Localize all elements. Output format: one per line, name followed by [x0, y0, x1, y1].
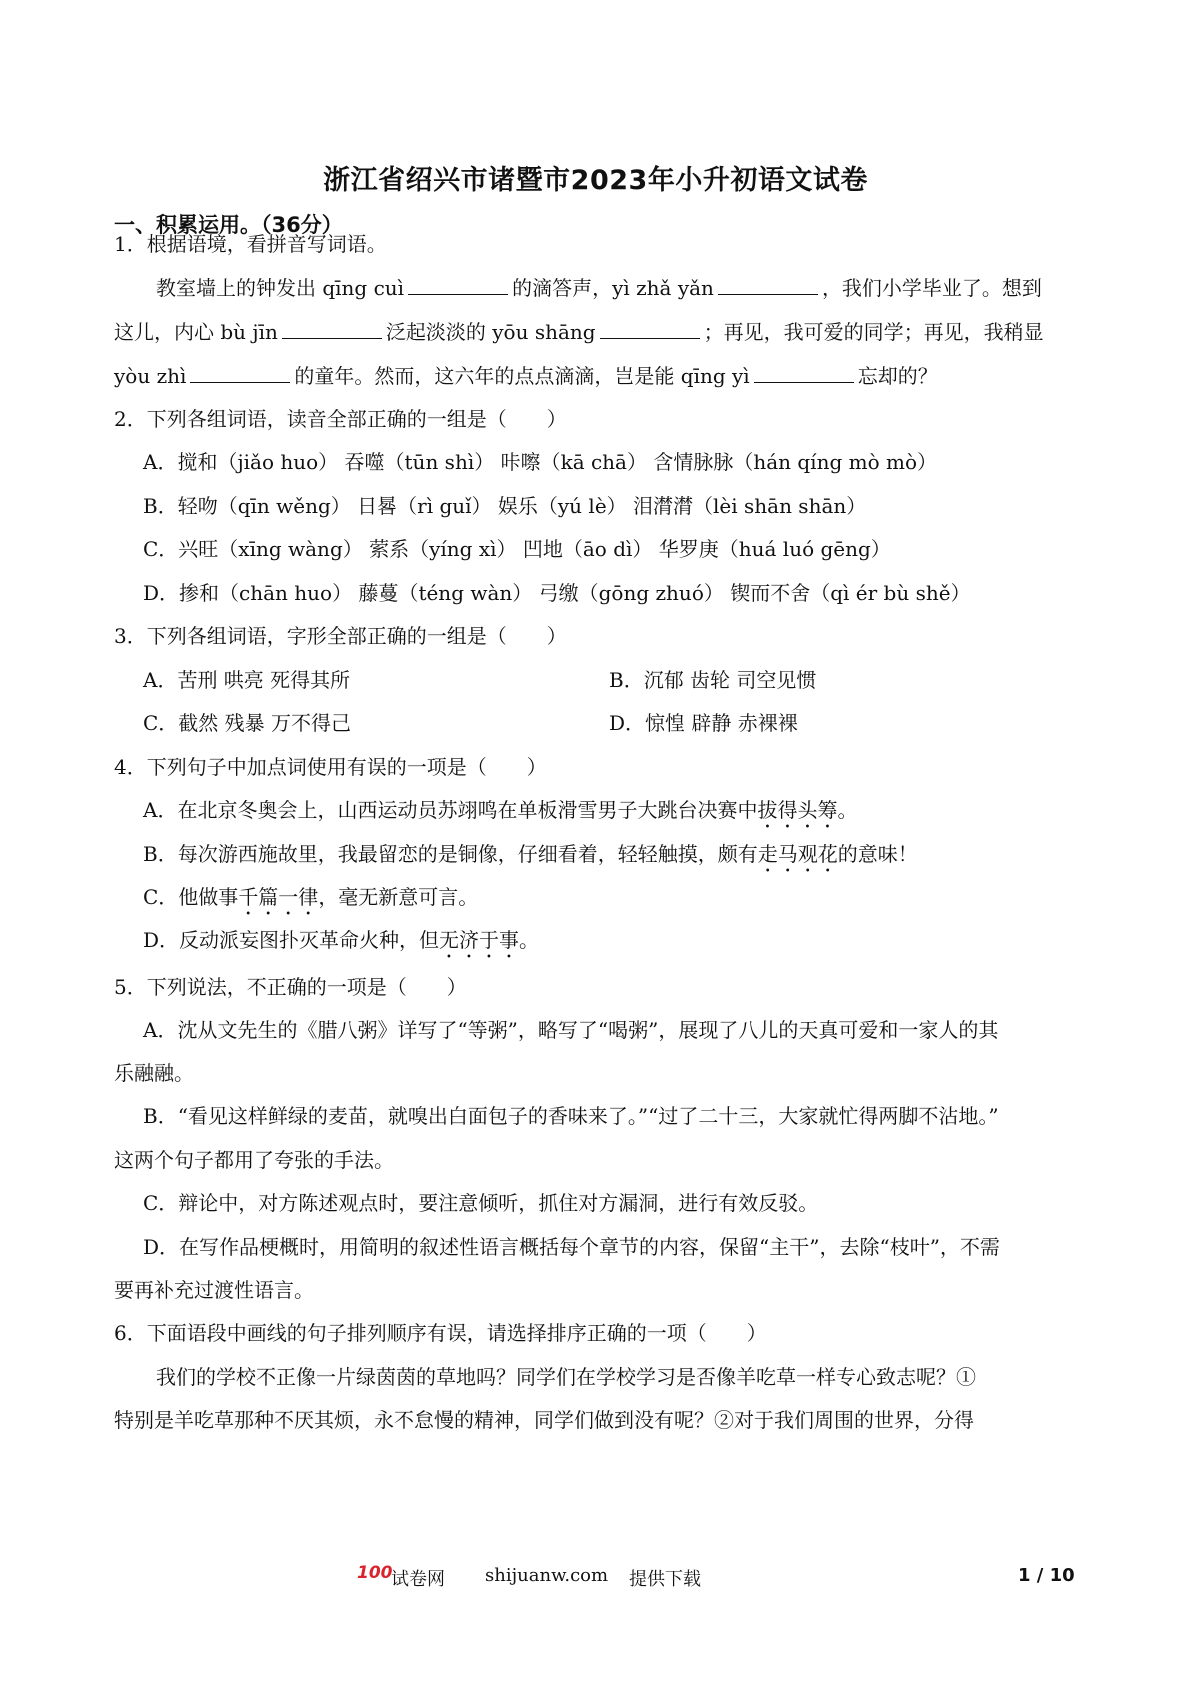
- question-5-option-b[interactable]: B．“看见这样鲜绿的麦苗，就嗅出白面包子的香味来了。”“过了二十三，大家就忙得两脚不沾地。”: [143, 1104, 999, 1128]
- answer-blank[interactable]: [600, 320, 700, 339]
- option-text: D．反动派妄图扑灭革命火种，但: [143, 928, 440, 952]
- question-1-stem: 1．根据语境，看拼音写词语。: [114, 232, 387, 256]
- q1-text: 这儿，内心 bù jīn: [114, 320, 278, 344]
- option-text: B．每次游西施故里，我最留恋的是铜像，仔细看着，轻轻触摸，颇有: [143, 842, 758, 866]
- question-4-option-a[interactable]: [143, 795, 857, 833]
- question-2-option-b[interactable]: B．轻吻（qīn wěng） 日晷（rì guǐ） 娱乐（yú lè） 泪潸潸（lèi shān shān）: [143, 494, 867, 518]
- answer-blank[interactable]: [408, 276, 508, 295]
- question-1-line-3: [114, 361, 938, 391]
- question-5-stem: 5．下列说法，不正确的一项是（ ）: [114, 975, 467, 999]
- option-text: 。: [837, 798, 858, 822]
- q1-text: 忘却的？: [857, 364, 938, 388]
- q1-text: 教室墙上的钟发出 qīng cuì: [156, 276, 405, 300]
- question-5-option-a[interactable]: A．沈从文先生的《腊八粥》详写了“等粥”，略写了“喝粥”，展现了八儿的天真可爱和一家人的其: [143, 1018, 999, 1042]
- q1-text: yòu zhì: [114, 364, 187, 388]
- option-text: 。: [519, 928, 540, 952]
- question-4-stem: 4．下列句子中加点词使用有误的一项是（ ）: [114, 755, 547, 779]
- emphasized-word: 无济于事: [439, 928, 520, 952]
- question-2-option-c[interactable]: C．兴旺（xīng wàng） 萦系（yíng xì） 凹地（āo dì） 华罗庚（huá luó gēng）: [143, 537, 891, 561]
- question-3-option-b[interactable]: B．沉郁 齿轮 司空见惯: [609, 668, 817, 692]
- section-heading: 一、积累运用。（36分）: [114, 213, 343, 237]
- option-text: ，毫无新意可言。: [318, 885, 479, 909]
- footer-slogan: 提供下载: [629, 1569, 701, 1590]
- question-2-option-d[interactable]: D．掺和（chān huo） 藤蔓（téng wàn） 弓缴（gōng zhuó） 锲而不舍（qì ér bù shě）: [143, 581, 971, 605]
- question-6-stem: 6．下面语段中画线的句子排列顺序有误，请选择排序正确的一项（ ）: [114, 1321, 767, 1345]
- question-5-option-c[interactable]: C．辩论中，对方陈述观点时，要注意倾听，抓住对方漏洞，进行有效反驳。: [143, 1191, 819, 1215]
- question-5-option-b-cont: 这两个句子都用了夸张的手法。: [114, 1148, 394, 1172]
- footer-site-name: 试卷网: [391, 1569, 445, 1590]
- question-2-stem: 2．下列各组词语，读音全部正确的一组是（ ）: [114, 407, 567, 431]
- question-1-line-2: [114, 317, 1044, 347]
- question-6-paragraph-1: 我们的学校不正像一片绿茵茵的草地吗？同学们在学校学习是否像羊吃草一样专心致志呢？①: [156, 1365, 976, 1389]
- question-5-option-d[interactable]: D．在写作品梗概时，用简明的叙述性语言概括每个章节的内容，保留“主干”，去除“枝叶”，不需: [143, 1235, 1000, 1259]
- question-4-option-b[interactable]: [143, 839, 918, 877]
- q1-text: ；再见，我可爱的同学；再见，我稍显: [703, 320, 1044, 344]
- q1-text: ，我们小学毕业了。想到: [821, 276, 1042, 300]
- page-footer: [0, 1563, 1191, 1593]
- option-text: C．他做事: [143, 885, 239, 909]
- question-6-paragraph-2: 特别是羊吃草那种不厌其烦，永不怠慢的精神，同学们做到没有呢？②对于我们周围的世界，分得: [114, 1408, 974, 1432]
- q1-text: 的滴答声，yì zhǎ yǎn: [512, 276, 714, 300]
- question-3-option-a[interactable]: A．苦刑 哄亮 死得其所: [143, 668, 351, 692]
- question-5-option-d-cont: 要再补充过渡性语言。: [114, 1278, 314, 1302]
- footer-domain-link[interactable]: shijuanw.com: [485, 1565, 609, 1586]
- emphasized-word: 千篇一律: [238, 885, 319, 909]
- question-4-option-d[interactable]: [143, 925, 539, 963]
- page-number: 1 / 10: [1018, 1565, 1075, 1586]
- answer-blank[interactable]: [754, 364, 854, 383]
- option-text: 的意味！: [837, 842, 918, 866]
- q1-text: 泛起淡淡的 yōu shāng: [385, 320, 596, 344]
- question-2-option-a[interactable]: A．搅和（jiǎo huo） 吞噬（tūn shì） 咔嚓（kā chā） 含情脉脉（hán qíng mò mò）: [143, 450, 937, 474]
- answer-blank[interactable]: [190, 364, 290, 383]
- question-3-option-d[interactable]: D．惊惶 辟静 赤裸裸: [609, 711, 798, 735]
- question-4-option-c[interactable]: [143, 882, 478, 920]
- site-logo: 100: [357, 1563, 393, 1583]
- option-text: A．在北京冬奥会上，山西运动员苏翊鸣在单板滑雪男子大跳台决赛中: [143, 798, 758, 822]
- question-5-option-a-cont: 乐融融。: [114, 1061, 194, 1085]
- question-3-option-c[interactable]: C．截然 残暴 万不得己: [143, 711, 352, 735]
- question-1-line-1: [156, 273, 1042, 303]
- emphasized-word: 拔得头筹: [757, 798, 838, 822]
- question-3-stem: 3．下列各组词语，字形全部正确的一组是（ ）: [114, 624, 567, 648]
- answer-blank[interactable]: [718, 276, 818, 295]
- q1-text: 的童年。然而，这六年的点点滴滴，岂是能 qīng yì: [294, 364, 750, 388]
- answer-blank[interactable]: [282, 320, 382, 339]
- emphasized-word: 走马观花: [757, 842, 838, 866]
- page-title: 浙江省绍兴市诸暨市2023年小升初语文试卷: [323, 165, 868, 196]
